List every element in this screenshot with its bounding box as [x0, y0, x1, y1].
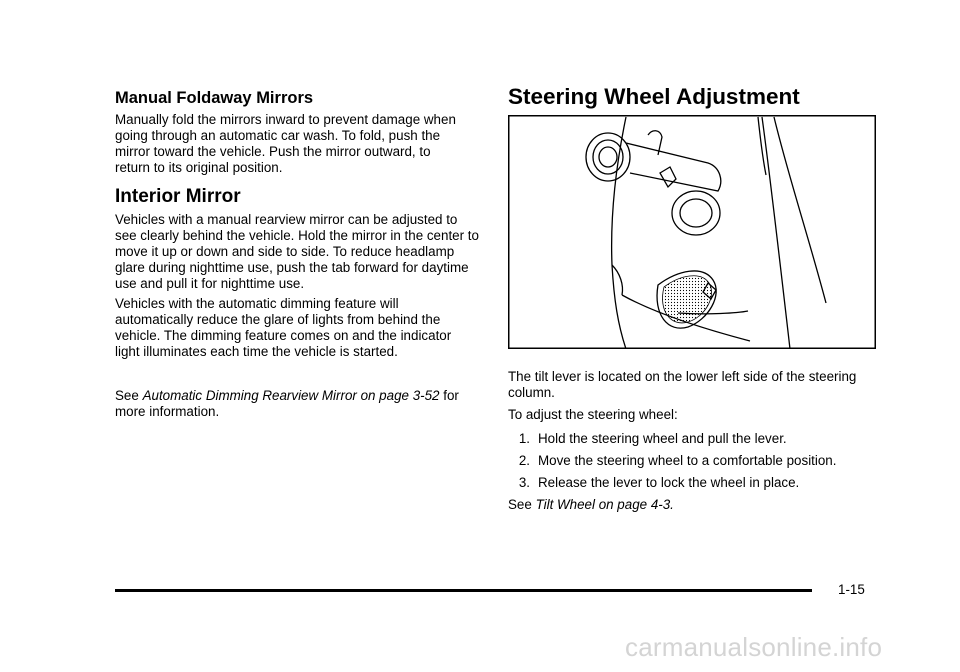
page-number: 1-15 — [838, 582, 865, 597]
step-2-text: Move the steering wheel to a comfortable position. — [538, 453, 837, 468]
heading-manual-foldaway-mirrors: Manual Foldaway Mirrors — [115, 89, 314, 107]
step-3 — [508, 475, 799, 491]
paragraph-manual-foldaway: Manually fold the mirrors inward to prevent damage when going through an automatic car wash. To fold, push the mirror toward the vehicle. Push the mirror outward, to return to its original position. — [115, 112, 456, 175]
watermark-text: carmanualsonline.info — [625, 632, 883, 662]
paragraph-see-dimming — [115, 388, 477, 420]
step-3-text: Release the lever to lock the wheel in place. — [538, 475, 800, 490]
see-prefix-right: See — [508, 497, 532, 512]
step-1 — [508, 431, 787, 447]
step-2 — [508, 453, 836, 469]
paragraph-to-adjust: To adjust the steering wheel: — [508, 407, 678, 422]
footer-rule — [115, 589, 812, 592]
steering-column-illustration — [508, 115, 876, 349]
paragraph-tilt-lever-location: The tilt lever is located on the lower left side of the steering column. — [508, 369, 857, 400]
step-1-text: Hold the steering wheel and pull the lever. — [538, 431, 787, 446]
tilt-wheel-reference-link[interactable]: Tilt Wheel on page 4-3. — [535, 497, 674, 512]
heading-interior-mirror: Interior Mirror — [115, 186, 241, 207]
paragraph-see-tilt-wheel — [508, 497, 876, 513]
see-suffix: for more information. — [115, 388, 459, 419]
paragraph-interior-mirror-1: Vehicles with a manual rearview mirror can be adjusted to see clearly behind the vehicle. Hold the mirror in the center to move it up or down and side to side. To reduce headlamp glare during nighttime use, push the tab forward for daytime use and pull it for nighttime use. — [115, 212, 479, 291]
heading-steering-wheel-adjustment: Steering Wheel Adjustment — [508, 84, 800, 109]
dimming-mirror-reference-link[interactable]: Automatic Dimming Rearview Mirror on page 3-52 — [142, 388, 440, 403]
paragraph-interior-mirror-2: Vehicles with the automatic dimming feature will automatically reduce the glare of lights from behind the vehicle. The dimming feature comes on and the indicator light illuminates each time the vehicle is started. — [115, 296, 452, 359]
step-3-number: 3. — [518, 475, 530, 490]
see-prefix: See — [115, 388, 139, 403]
step-1-number: 1. — [518, 431, 530, 446]
step-2-number: 2. — [518, 453, 530, 468]
